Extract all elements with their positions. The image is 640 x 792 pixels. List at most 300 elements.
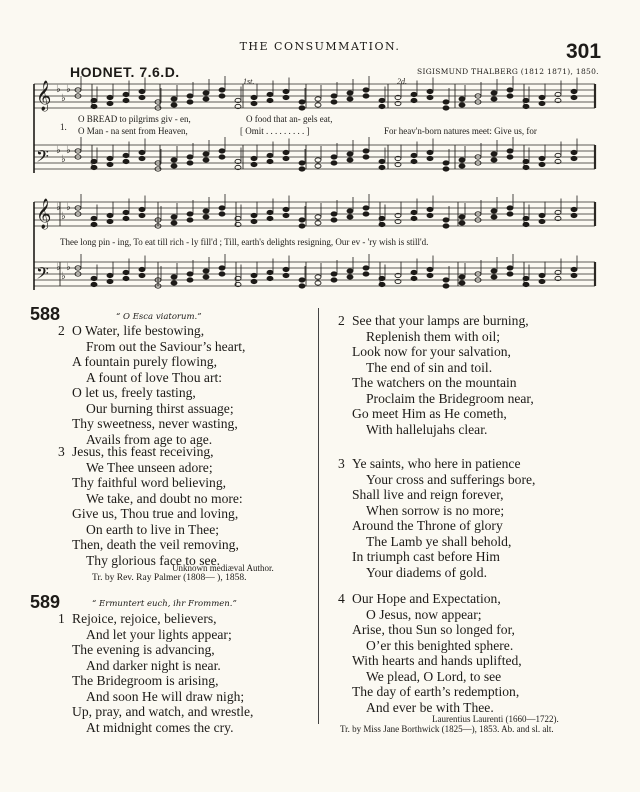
note-head: [443, 100, 449, 104]
note-head: [443, 161, 449, 165]
note-head: [91, 165, 97, 169]
note-head: [91, 222, 97, 226]
note-head: [219, 206, 225, 210]
note-head: [187, 161, 193, 165]
note-head: [203, 269, 209, 273]
flat-icon: ♭: [66, 145, 71, 156]
note-head: [379, 222, 385, 226]
note-head: [267, 210, 273, 214]
note-head: [363, 149, 369, 153]
verse-line: Up, pray, and watch, and wrestle,: [72, 704, 254, 719]
note-head: [411, 276, 417, 280]
note-head: [91, 104, 97, 108]
note-head: [539, 213, 545, 217]
verse-line: We Thee unseen adore;: [86, 459, 213, 475]
verse-line: Thy faithful word believing,: [72, 475, 227, 490]
flat-icon: ♭: [66, 84, 71, 95]
note-head: [107, 213, 113, 217]
note-head: [91, 159, 97, 163]
note-head: [331, 155, 337, 159]
verse-line: And ever be with Thee.: [366, 699, 494, 715]
note-head: [315, 158, 321, 162]
note-head: [459, 221, 465, 225]
composer-credit: SIGISMUND THALBERG (1812 1871), 1850.: [417, 67, 599, 76]
verse-line: Rejoice, rejoice, believers,: [72, 611, 217, 626]
hymn-588-stanza-2: [58, 323, 246, 447]
hymn-589-stanza-2: [338, 313, 534, 437]
note-head: [139, 267, 145, 271]
note-head: [363, 272, 369, 276]
note-head: [139, 95, 145, 99]
note-head: [571, 267, 577, 271]
note-head: [491, 275, 497, 279]
note-head: [139, 207, 145, 211]
verse-line: A fountain purely flowing,: [72, 354, 217, 369]
note-head: [571, 273, 577, 277]
note-head: [251, 219, 257, 223]
note-head: [363, 212, 369, 216]
verse-line: With hearts and hands uplifted,: [352, 653, 522, 668]
note-head: [347, 152, 353, 156]
note-head: [283, 95, 289, 99]
note-head: [203, 152, 209, 156]
note-head: [491, 97, 497, 101]
note-head: [331, 100, 337, 104]
note-head: [123, 216, 129, 220]
note-head: [123, 153, 129, 157]
underlay-line-3: Thee long pin - ing, To eat till rich - ly fill'd ; Till, earth's delights resigning, Our ev - 'ry wish is still'd.: [60, 237, 429, 247]
note-head: [507, 88, 513, 92]
verse-line: In triumph cast before Him: [352, 549, 500, 564]
verse-line: The watchers on the mountain: [352, 375, 517, 390]
verse-line: On earth to live in Thee;: [86, 521, 220, 537]
note-head: [443, 224, 449, 228]
note-head: [539, 219, 545, 223]
hymn-589-first-line: “ Ermuntert euch, ihr Frommen.”: [92, 599, 237, 609]
verse-line: With hallelujahs clear.: [366, 421, 488, 437]
stanza-number: 1: [58, 611, 65, 626]
note-head: [491, 269, 497, 273]
note-head: [283, 267, 289, 271]
running-title: THE CONSUMMATION.: [239, 40, 401, 53]
note-head: [427, 213, 433, 217]
note-head: [139, 273, 145, 277]
stanza-number: 2: [58, 323, 65, 338]
verse-line: And soon He will draw nigh;: [86, 688, 245, 704]
note-head: [315, 103, 321, 107]
note-head: [539, 162, 545, 166]
note-head: [315, 221, 321, 225]
note-head: [267, 276, 273, 280]
note-head: [491, 209, 497, 213]
hymn-588-stanza-3: [58, 444, 243, 568]
verse-line: Proclaim the Bridegroom near,: [366, 390, 534, 406]
verse-number: 1.: [60, 122, 67, 132]
note-head: [251, 273, 257, 277]
note-head: [107, 156, 113, 160]
hymn-589-stanza-3: [338, 456, 536, 580]
flat-icon: ♭: [61, 211, 66, 222]
note-head: [267, 270, 273, 274]
note-head: [203, 275, 209, 279]
verse-line: See that your lamps are burning,: [352, 313, 529, 328]
note-head: [411, 210, 417, 214]
note-head: [171, 281, 177, 285]
verse-line: Our Hope and Expectation,: [352, 591, 501, 606]
note-head: [107, 95, 113, 99]
note-head: [123, 270, 129, 274]
note-head: [299, 284, 305, 288]
flat-icon: ♭: [61, 93, 66, 104]
note-head: [347, 269, 353, 273]
note-head: [251, 95, 257, 99]
verse-line: Your diadems of gold.: [366, 564, 487, 580]
note-head: [123, 159, 129, 163]
verse-line: The evening is advancing,: [72, 642, 215, 657]
verse-line: O’er this benighted sphere.: [366, 637, 514, 653]
note-head: [187, 212, 193, 216]
note-head: [507, 212, 513, 216]
flat-icon: ♭: [56, 145, 61, 156]
note-head: [411, 98, 417, 102]
note-head: [459, 158, 465, 162]
page-number: 301: [566, 40, 602, 63]
flat-icon: ♭: [66, 202, 71, 213]
flat-icon: ♭: [66, 262, 71, 273]
note-head: [523, 159, 529, 163]
verse-line: We take, and doubt no more:: [86, 490, 243, 506]
note-head: [251, 162, 257, 166]
verse-line: At midnight comes the cry.: [86, 719, 234, 735]
note-head: [379, 282, 385, 286]
hymn-588-author: Unknown mediæval Author.: [172, 563, 274, 573]
note-head: [267, 98, 273, 102]
note-head: [171, 103, 177, 107]
note-head: [491, 91, 497, 95]
verse-line: O let us, freely tasting,: [72, 385, 196, 400]
note-head: [427, 207, 433, 211]
note-head: [507, 155, 513, 159]
note-head: [411, 92, 417, 96]
note-head: [219, 88, 225, 92]
note-head: [299, 106, 305, 110]
note-head: [443, 106, 449, 110]
note-head: [491, 158, 497, 162]
verse-line: A fount of love Thou art:: [86, 369, 223, 385]
note-head: [219, 155, 225, 159]
note-head: [411, 216, 417, 220]
note-head: [379, 98, 385, 102]
hymn-588-first-line: “ O Esca viatorum.”: [116, 312, 202, 322]
verse-line: And let your lights appear;: [86, 626, 232, 642]
note-head: [187, 100, 193, 104]
verse-line: Give us, Thou true and loving,: [72, 506, 239, 521]
note-head: [187, 278, 193, 282]
note-head: [283, 213, 289, 217]
note-head: [315, 97, 321, 101]
flat-icon: ♭: [56, 84, 61, 95]
note-head: [171, 215, 177, 219]
note-head: [267, 153, 273, 157]
treble-clef-icon: 𝄞: [36, 81, 52, 111]
note-head: [347, 209, 353, 213]
note-head: [347, 275, 353, 279]
hymn-number-589: 589: [30, 592, 61, 612]
note-head: [459, 164, 465, 168]
verse-line: The day of earth’s redemption,: [352, 684, 520, 699]
note-head: [427, 89, 433, 93]
note-head: [459, 275, 465, 279]
note-head: [139, 156, 145, 160]
note-head: [139, 213, 145, 217]
underlay-line-2b: [ Omit . . . . . . . . . ]: [240, 126, 310, 136]
note-head: [203, 97, 209, 101]
stanza-number: 4: [338, 591, 345, 606]
note-head: [283, 150, 289, 154]
note-head: [267, 159, 273, 163]
note-head: [491, 152, 497, 156]
note-head: [123, 210, 129, 214]
note-head: [107, 219, 113, 223]
note-head: [251, 101, 257, 105]
note-head: [219, 149, 225, 153]
note-head: [379, 216, 385, 220]
note-head: [331, 212, 337, 216]
note-head: [187, 94, 193, 98]
verse-line: The end of sin and toil.: [366, 359, 493, 375]
tune-name: HODNET. 7.6.D.: [70, 64, 180, 80]
note-head: [507, 206, 513, 210]
verse-line: Avails from age to age.: [86, 431, 213, 447]
hymn-589-translator: Tr. by Miss Jane Borthwick (1825—), 1853. Ab. and sl. alt.: [340, 724, 554, 734]
note-head: [299, 278, 305, 282]
note-head: [203, 158, 209, 162]
note-head: [331, 278, 337, 282]
note-head: [203, 91, 209, 95]
note-head: [459, 281, 465, 285]
note-head: [203, 215, 209, 219]
note-head: [539, 273, 545, 277]
note-head: [91, 276, 97, 280]
hymn-589-author: Laurentius Laurenti (1660—1722).: [432, 714, 559, 724]
note-head: [91, 98, 97, 102]
verse-line: When sorrow is no more;: [366, 502, 505, 518]
note-head: [411, 270, 417, 274]
note-head: [315, 164, 321, 168]
underlay-line-2c: For heav'n-born natures meet: Give us, for: [384, 126, 537, 136]
note-head: [411, 159, 417, 163]
verse-line: Then, death the veil removing,: [72, 537, 239, 552]
note-head: [139, 89, 145, 93]
note-head: [251, 156, 257, 160]
note-head: [91, 282, 97, 286]
verse-line: Ye saints, who here in patience: [352, 456, 521, 471]
note-head: [571, 95, 577, 99]
note-head: [123, 92, 129, 96]
note-head: [443, 167, 449, 171]
note-head: [187, 272, 193, 276]
note-head: [251, 279, 257, 283]
note-head: [171, 97, 177, 101]
flat-icon: ♭: [61, 154, 66, 165]
note-head: [187, 155, 193, 159]
note-head: [539, 101, 545, 105]
verse-line: Arise, thou Sun so longed for,: [352, 622, 515, 637]
verse-line: The Lamb ye shall behold,: [366, 533, 512, 549]
bass-clef-icon: 𝄢: [36, 146, 49, 170]
note-head: [283, 89, 289, 93]
note-head: [379, 165, 385, 169]
note-head: [283, 207, 289, 211]
note-head: [363, 266, 369, 270]
column-divider: [318, 308, 319, 724]
note-head: [539, 279, 545, 283]
note-head: [187, 218, 193, 222]
note-head: [523, 216, 529, 220]
note-head: [203, 209, 209, 213]
bass-clef-icon: 𝄢: [36, 263, 49, 287]
note-head: [299, 167, 305, 171]
verse-line: Our burning thirst assuage;: [86, 400, 234, 416]
note-head: [139, 150, 145, 154]
underlay-line-1a: O BREAD to pilgrims giv - en,: [78, 114, 191, 124]
note-head: [331, 94, 337, 98]
hymn-589-stanza-4: [338, 591, 522, 715]
note-head: [91, 216, 97, 220]
note-head: [379, 159, 385, 163]
note-head: [171, 275, 177, 279]
note-head: [379, 104, 385, 108]
second-ending-label: 2d.: [397, 77, 407, 86]
note-head: [171, 221, 177, 225]
verse-line: O Water, life bestowing,: [72, 323, 205, 338]
note-head: [363, 155, 369, 159]
hymn-number-588: 588: [30, 304, 61, 324]
note-head: [299, 161, 305, 165]
note-head: [459, 103, 465, 107]
note-head: [523, 282, 529, 286]
verse-line: Thy glorious face to see.: [86, 552, 221, 568]
note-head: [315, 275, 321, 279]
note-head: [491, 215, 497, 219]
note-head: [123, 276, 129, 280]
note-head: [539, 156, 545, 160]
note-head: [427, 150, 433, 154]
note-head: [523, 104, 529, 108]
note-head: [443, 218, 449, 222]
note-head: [571, 213, 577, 217]
note-head: [283, 156, 289, 160]
underlay-line-1b: O food that an- gels eat,: [246, 114, 333, 124]
note-head: [363, 88, 369, 92]
note-head: [571, 89, 577, 93]
treble-clef-icon: 𝄞: [36, 199, 52, 229]
hymn-589-stanza-1: [58, 611, 254, 735]
note-head: [331, 161, 337, 165]
note-head: [571, 150, 577, 154]
note-head: [107, 101, 113, 105]
note-head: [523, 222, 529, 226]
note-head: [171, 158, 177, 162]
verse-line: Around the Throne of glory: [352, 518, 503, 533]
note-head: [507, 149, 513, 153]
note-head: [251, 213, 257, 217]
note-head: [379, 276, 385, 280]
verse-line: O Jesus, now appear;: [366, 606, 482, 622]
note-head: [363, 206, 369, 210]
note-head: [427, 95, 433, 99]
note-head: [427, 267, 433, 271]
note-head: [171, 164, 177, 168]
verse-line: Jesus, this feast receiving,: [72, 444, 214, 459]
note-head: [347, 215, 353, 219]
note-head: [347, 97, 353, 101]
note-head: [315, 281, 321, 285]
note-head: [427, 156, 433, 160]
flat-icon: ♭: [56, 262, 61, 273]
note-head: [107, 273, 113, 277]
music-score: [0, 0, 640, 300]
verse-line: We plead, O Lord, to see: [366, 668, 502, 684]
note-head: [427, 273, 433, 277]
note-head: [539, 95, 545, 99]
hymn-588-translator: Tr. by Rev. Ray Palmer (1808— ), 1858.: [92, 573, 247, 583]
note-head: [219, 212, 225, 216]
note-head: [443, 278, 449, 282]
note-head: [523, 98, 529, 102]
note-head: [219, 94, 225, 98]
note-head: [363, 94, 369, 98]
stanza-number: 2: [338, 313, 345, 328]
note-head: [299, 100, 305, 104]
note-head: [459, 97, 465, 101]
verse-line: And darker night is near.: [86, 657, 221, 673]
note-head: [299, 224, 305, 228]
flat-icon: ♭: [56, 202, 61, 213]
note-head: [107, 279, 113, 283]
verse-line: Go meet Him as He cometh,: [352, 406, 507, 421]
flat-icon: ♭: [61, 271, 66, 282]
note-head: [411, 153, 417, 157]
note-head: [283, 273, 289, 277]
note-head: [107, 162, 113, 166]
note-head: [331, 218, 337, 222]
note-head: [219, 266, 225, 270]
note-head: [507, 266, 513, 270]
note-head: [571, 156, 577, 160]
verse-line: Replenish them with oil;: [366, 328, 501, 344]
note-head: [443, 284, 449, 288]
note-head: [123, 98, 129, 102]
stanza-number: 3: [58, 444, 65, 459]
note-head: [523, 276, 529, 280]
note-head: [299, 218, 305, 222]
first-ending-label: 1st.: [243, 77, 255, 86]
note-head: [347, 158, 353, 162]
verse-line: Look now for your salvation,: [352, 344, 511, 359]
note-head: [347, 91, 353, 95]
note-head: [507, 94, 513, 98]
note-head: [219, 272, 225, 276]
verse-line: Your cross and sufferings bore,: [366, 471, 536, 487]
note-head: [331, 272, 337, 276]
note-head: [571, 207, 577, 211]
verse-line: From out the Saviour’s heart,: [86, 338, 246, 354]
underlay-line-2a: O Man - na sent from Heaven,: [78, 126, 188, 136]
note-head: [267, 92, 273, 96]
note-head: [507, 272, 513, 276]
verse-line: Thy sweetness, never wasting,: [72, 416, 238, 431]
